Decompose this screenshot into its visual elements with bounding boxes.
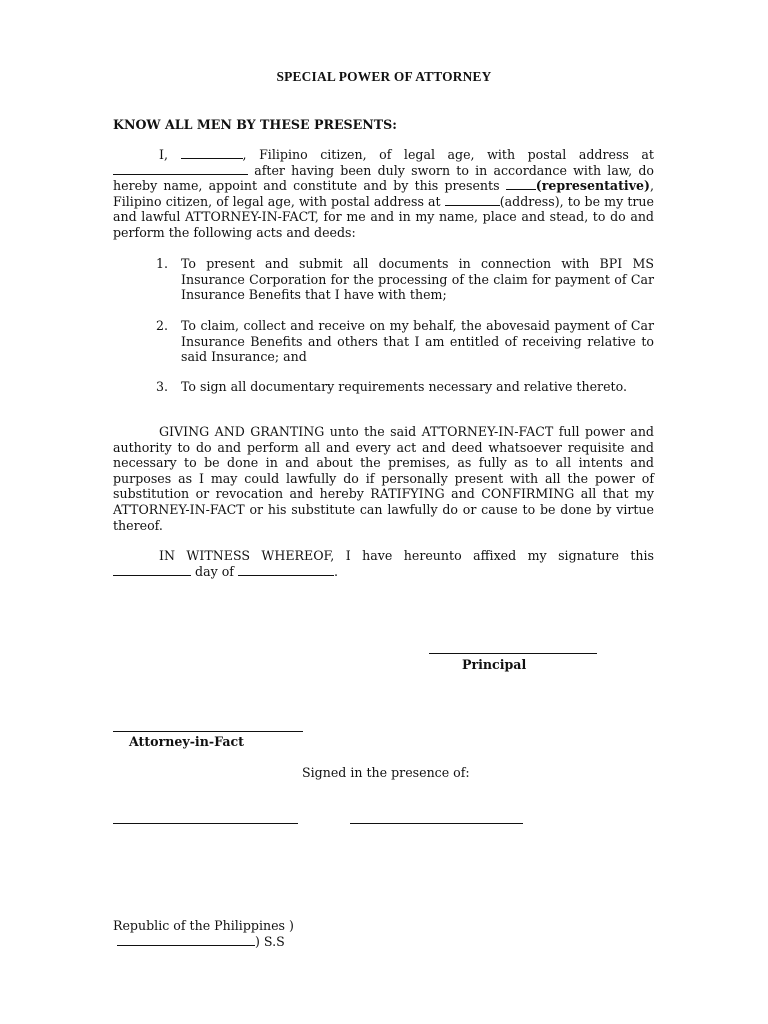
name-blank (181, 147, 243, 159)
intro-rest-a: , Filipino citizen, of legal age, with postal address at (113, 178, 654, 209)
witness-text: IN WITNESS WHEREOF, I have hereunto affixed my signature this (159, 548, 654, 563)
list-item-text: To present and submit all documents in connection with BPI MS Insurance Corporation for the processing of the claim for payment of Car Insurance Benefits that I have with them; (181, 256, 654, 303)
intro-after-address: after having been duly sworn to in accordance with law, do hereby name, appoint and constitute and by this presents (113, 162, 654, 194)
giving-granting-text: GIVING AND GRANTING unto the said ATTORNEY-IN-FACT full power and authority to do and perform all and every act and deed whatsoever requisite and necessary to be done in and about the premises, as fully as to all intents and purposes as I may could lawfully do if personally present with all the power of substitution or revocation and hereby RATIFYING and CONFIRMING all that my ATTORNEY-IN-FACT or his substitute can lawfully do or cause to be done by virtue thereof. (113, 424, 654, 533)
venue-blank (117, 934, 255, 946)
witness-end: . (333, 563, 338, 579)
list-item-number: 1. (156, 256, 169, 271)
list-item-text: To sign all documentary requirements necessary and relative thereto. (181, 379, 627, 394)
list-item-number: 3. (156, 379, 169, 394)
representative-label: (representative) (535, 178, 650, 194)
intro-rest-b: , to be my true and lawful ATTORNEY-IN-FACT, for me and in my name, place and stead, to do and perform the following acts and deeds: (113, 193, 654, 240)
intro-after-name: , Filipino citizen, of legal age, with postal address at (242, 147, 654, 162)
postal-address-blank (113, 163, 248, 175)
witness-paragraph (113, 548, 654, 579)
giving-granting-paragraph (113, 424, 654, 533)
address-label: (address) (499, 193, 560, 209)
intro-paragraph (113, 147, 654, 241)
list-item (156, 379, 654, 395)
day-blank (113, 564, 191, 576)
month-blank (238, 564, 334, 576)
principal-signature-line (429, 653, 597, 654)
republic-line: Republic of the Philippines ) (113, 918, 294, 933)
presence-label: Signed in the presence of: (302, 765, 470, 780)
attorney-in-fact-label: Attorney-in-Fact (129, 734, 244, 749)
venue-line (117, 934, 285, 950)
day-of-text: day of (195, 563, 234, 579)
venue-suffix: ) S.S (255, 934, 285, 949)
list-item-number: 2. (156, 318, 169, 333)
witness-signature-line-1 (113, 823, 298, 824)
list-item (156, 318, 654, 365)
know-all-heading: KNOW ALL MEN BY THESE PRESENTS: (113, 117, 397, 132)
document-title: SPECIAL POWER OF ATTORNEY (276, 69, 492, 84)
representative-blank (506, 178, 536, 190)
witness-signature-line-2 (350, 823, 523, 824)
list-item (156, 256, 654, 303)
list-item-text: To claim, collect and receive on my behalf, the abovesaid payment of Car Insurance Benefits and others that I am entitled of receiving relative to said Insurance; and (181, 318, 654, 365)
address-blank (445, 194, 500, 206)
attorney-signature-line (113, 731, 303, 732)
principal-label: Principal (462, 657, 527, 672)
intro-i: I, (159, 147, 168, 162)
